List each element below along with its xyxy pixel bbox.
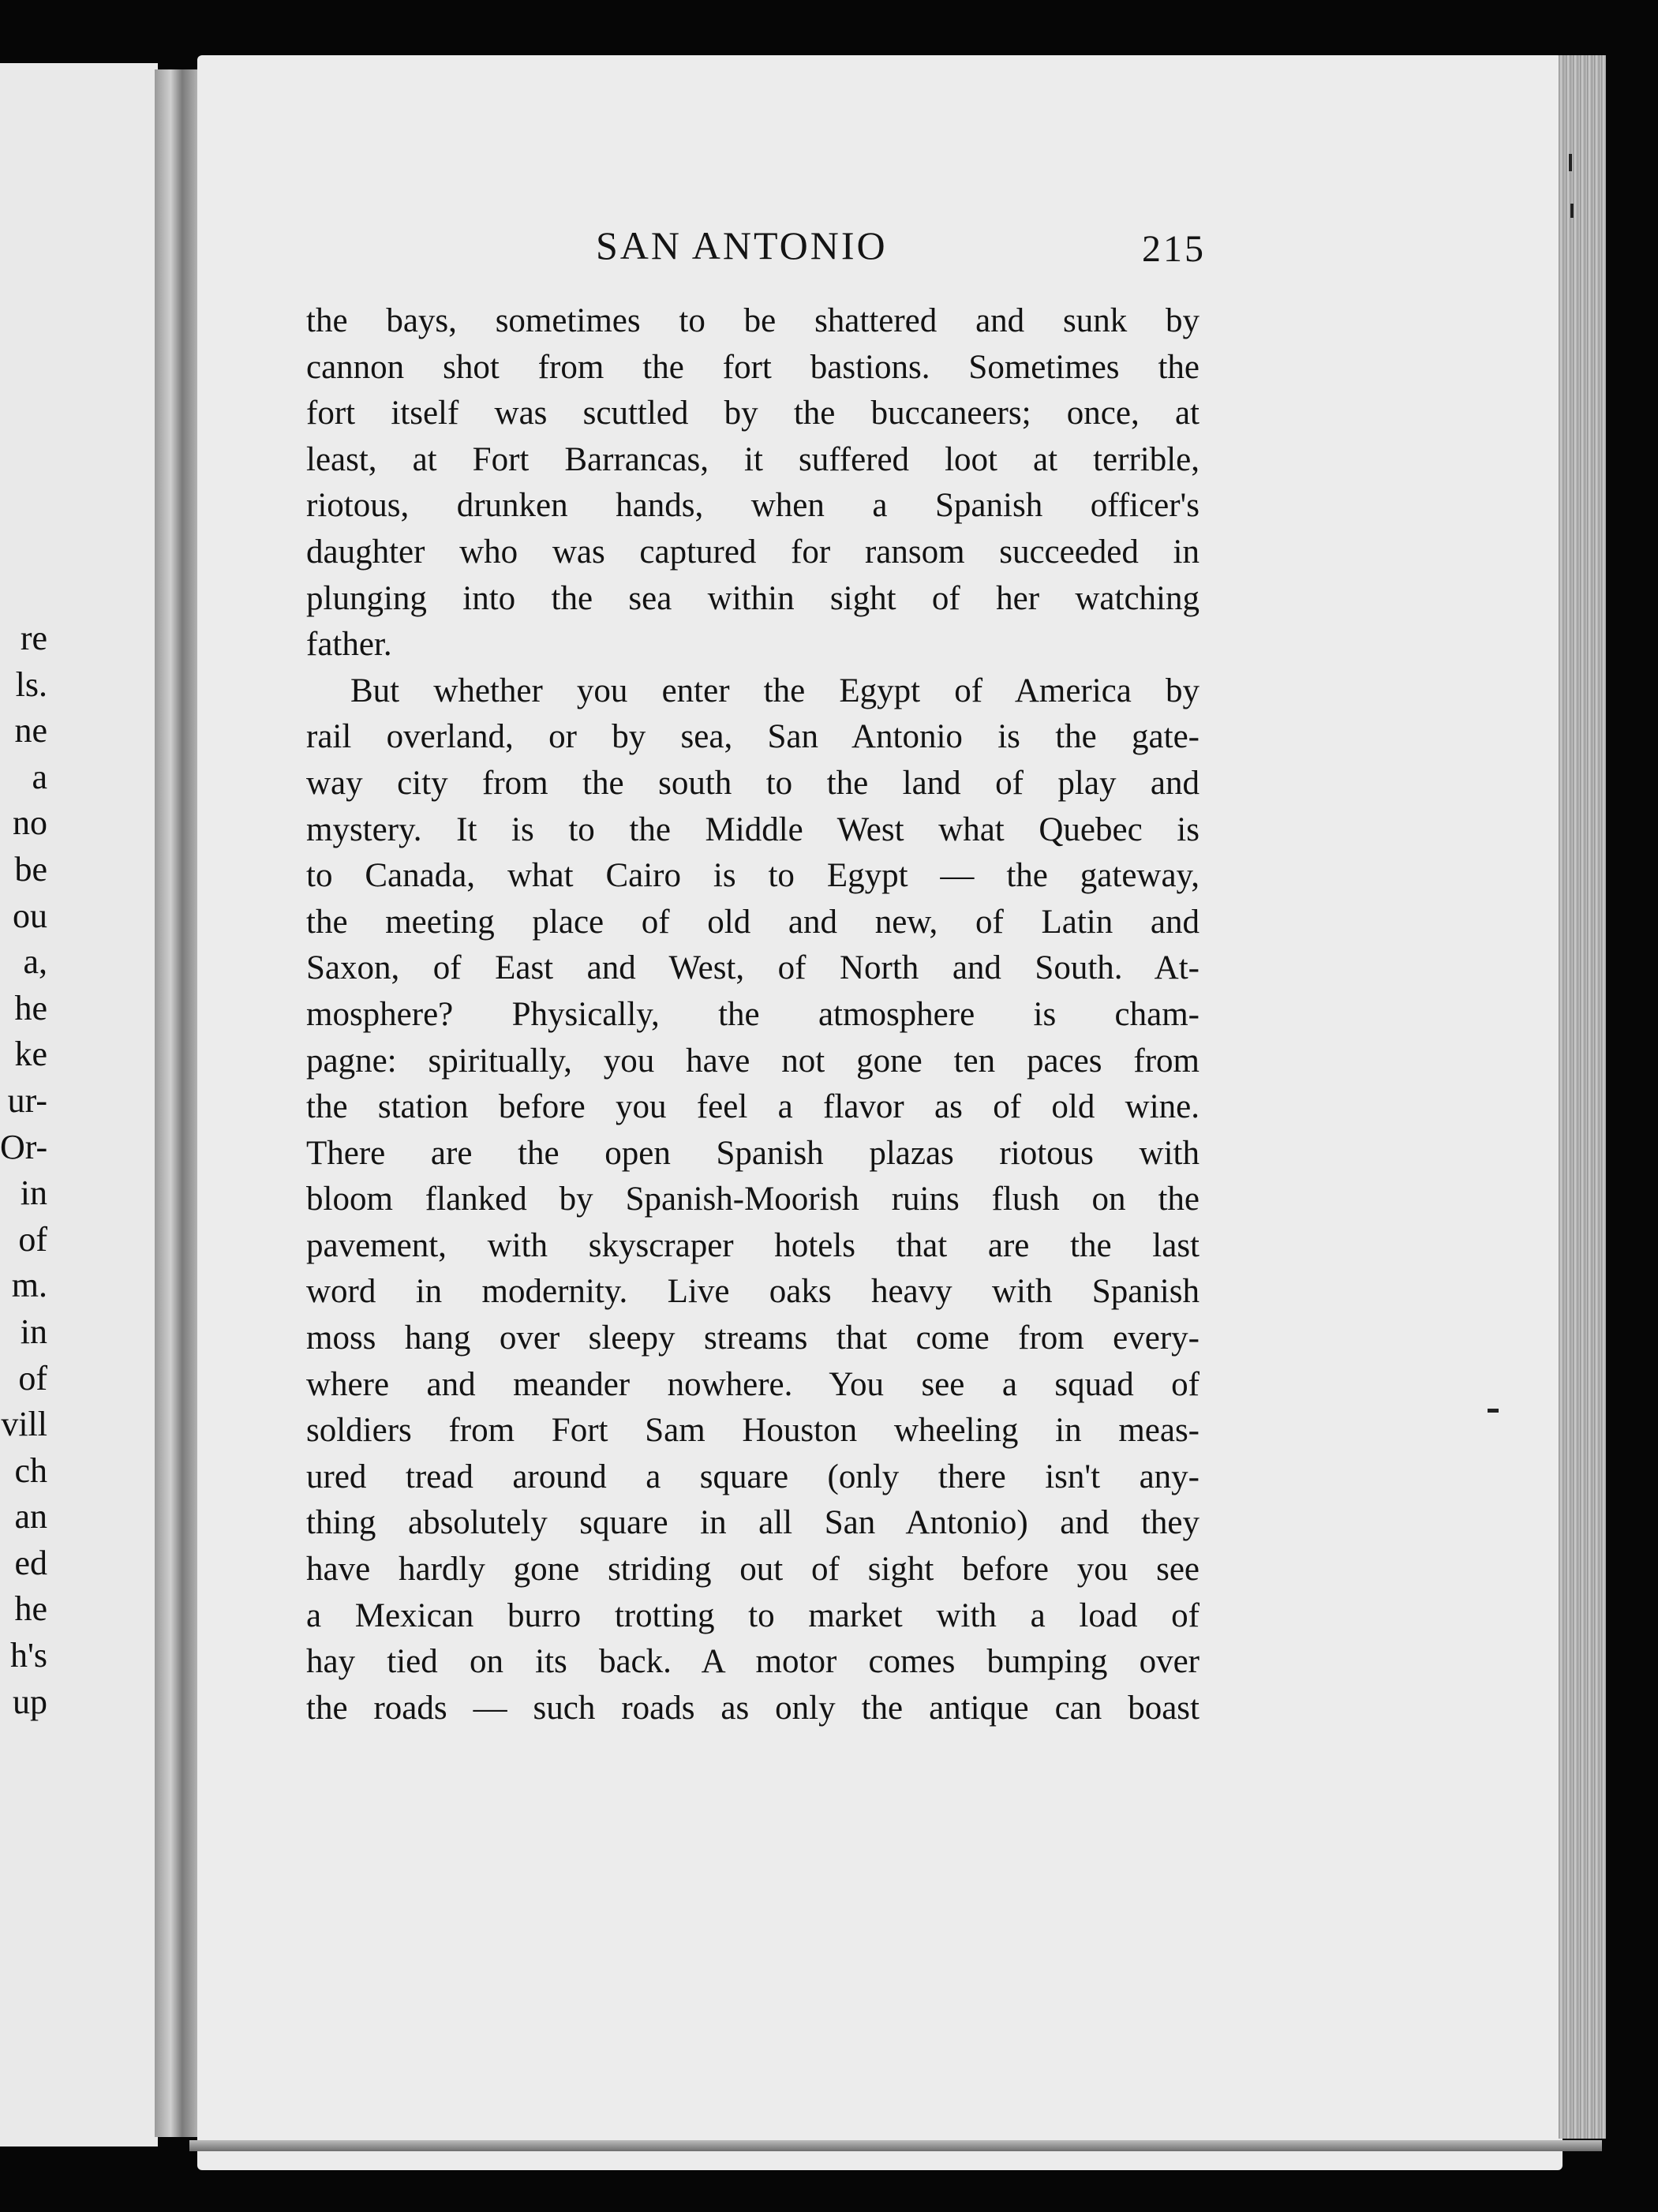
fragment-line: re: [20, 619, 47, 657]
fragment-line: no: [13, 803, 47, 843]
fragment-line: in: [20, 1173, 47, 1213]
fragment-line: up: [13, 1682, 47, 1721]
text-line: riotous, drunken hands, when a Spanish officer's: [306, 487, 1200, 525]
text-line: the bays, sometimes to be shattered and sunk by: [306, 302, 1200, 339]
fragment-line: an: [14, 1497, 47, 1536]
text-line: father.: [306, 626, 392, 664]
fragment-line: h's: [9, 1636, 47, 1675]
fragment-line: ke: [14, 1035, 47, 1074]
text-line: the station before you feel a flavor as of old wine.: [306, 1088, 1200, 1126]
fragment-line: m.: [11, 1266, 47, 1305]
text-line: ured tread around a square (only there isn't any-: [306, 1458, 1200, 1495]
fragment-line: a,: [23, 942, 47, 982]
fragment-line: he: [14, 988, 47, 1027]
text-line: where and meander nowhere. You see a squad of: [306, 1365, 1200, 1403]
text-line: the meeting place of old and new, of Latin and: [306, 903, 1200, 941]
text-line: have hardly gone striding out of sight before you see: [306, 1551, 1200, 1589]
fragment-line: ur-: [7, 1080, 47, 1120]
fragment-line: ch: [14, 1450, 47, 1490]
text-line: bloom flanked by Spanish-Moorish ruins flush on the: [306, 1181, 1200, 1218]
fragment-line: ed: [14, 1543, 47, 1582]
page-bottom-edge: [189, 2140, 1602, 2151]
scan-speck: [1570, 204, 1574, 218]
fragment-line: vill: [1, 1405, 47, 1444]
fragment-line: a: [32, 757, 47, 796]
text-line: cannon shot from the fort bastions. Sometimes the: [306, 348, 1200, 386]
text-line: mosphere? Physically, the atmosphere is cham-: [306, 995, 1200, 1033]
text-line: pavement, with skyscraper hotels that are the last: [306, 1226, 1200, 1264]
fragment-line: of: [18, 1219, 47, 1259]
text-line: fort itself was scuttled by the buccaneers; once, at: [306, 395, 1200, 432]
fragment-line: be: [14, 849, 47, 889]
scan-speck: [1488, 1409, 1499, 1413]
scan-speck: [1569, 154, 1572, 171]
text-line: plunging into the sea within sight of her watching: [306, 579, 1200, 617]
fragment-line: in: [20, 1312, 47, 1351]
page-number: 215: [1142, 228, 1206, 270]
text-line: But whether you enter the Egypt of America by: [350, 672, 1200, 709]
fragment-line: ou: [13, 896, 47, 935]
page-stack-edge: [1559, 55, 1606, 2139]
text-line: mystery. It is to the Middle West what Quebec is: [306, 810, 1200, 848]
left-page-text-fragments: [0, 616, 47, 1725]
text-line: hay tied on its back. A motor comes bumping over: [306, 1643, 1200, 1681]
body-text: [306, 298, 1200, 1731]
fragment-line: ne: [14, 711, 47, 750]
text-line: moss hang over sleepy streams that come from every-: [306, 1319, 1200, 1357]
text-line: soldiers from Fort Sam Houston wheeling in meas-: [306, 1412, 1200, 1450]
book-gutter: [155, 69, 200, 2137]
text-line: way city from the south to the land of play and: [306, 764, 1200, 802]
text-line: least, at Fort Barrancas, it suffered loot at terrible,: [306, 440, 1200, 478]
running-head: SAN ANTONIO: [596, 223, 888, 268]
text-line: the roads — such roads as only the antique can boast: [306, 1689, 1200, 1727]
text-line: Saxon, of East and West, of North and South. At-: [306, 949, 1200, 987]
text-line: a Mexican burro trotting to market with a load of: [306, 1596, 1200, 1634]
fragment-line: Or-: [0, 1127, 48, 1166]
text-line: word in modernity. Live oaks heavy with Spanish: [306, 1273, 1200, 1311]
fragment-line: he: [14, 1589, 47, 1629]
fragment-line: of: [18, 1358, 47, 1398]
text-line: thing absolutely square in all San Antonio) and they: [306, 1504, 1200, 1542]
text-line: rail overland, or by sea, San Antonio is the gate-: [306, 718, 1200, 756]
text-line: pagne: spiritually, you have not gone ten paces from: [306, 1042, 1200, 1080]
text-line: to Canada, what Cairo is to Egypt — the gateway,: [306, 857, 1200, 895]
text-line: daughter who was captured for ransom succeeded in: [306, 533, 1200, 571]
text-line: There are the open Spanish plazas riotous with: [306, 1134, 1200, 1172]
fragment-line: ls.: [15, 664, 47, 704]
